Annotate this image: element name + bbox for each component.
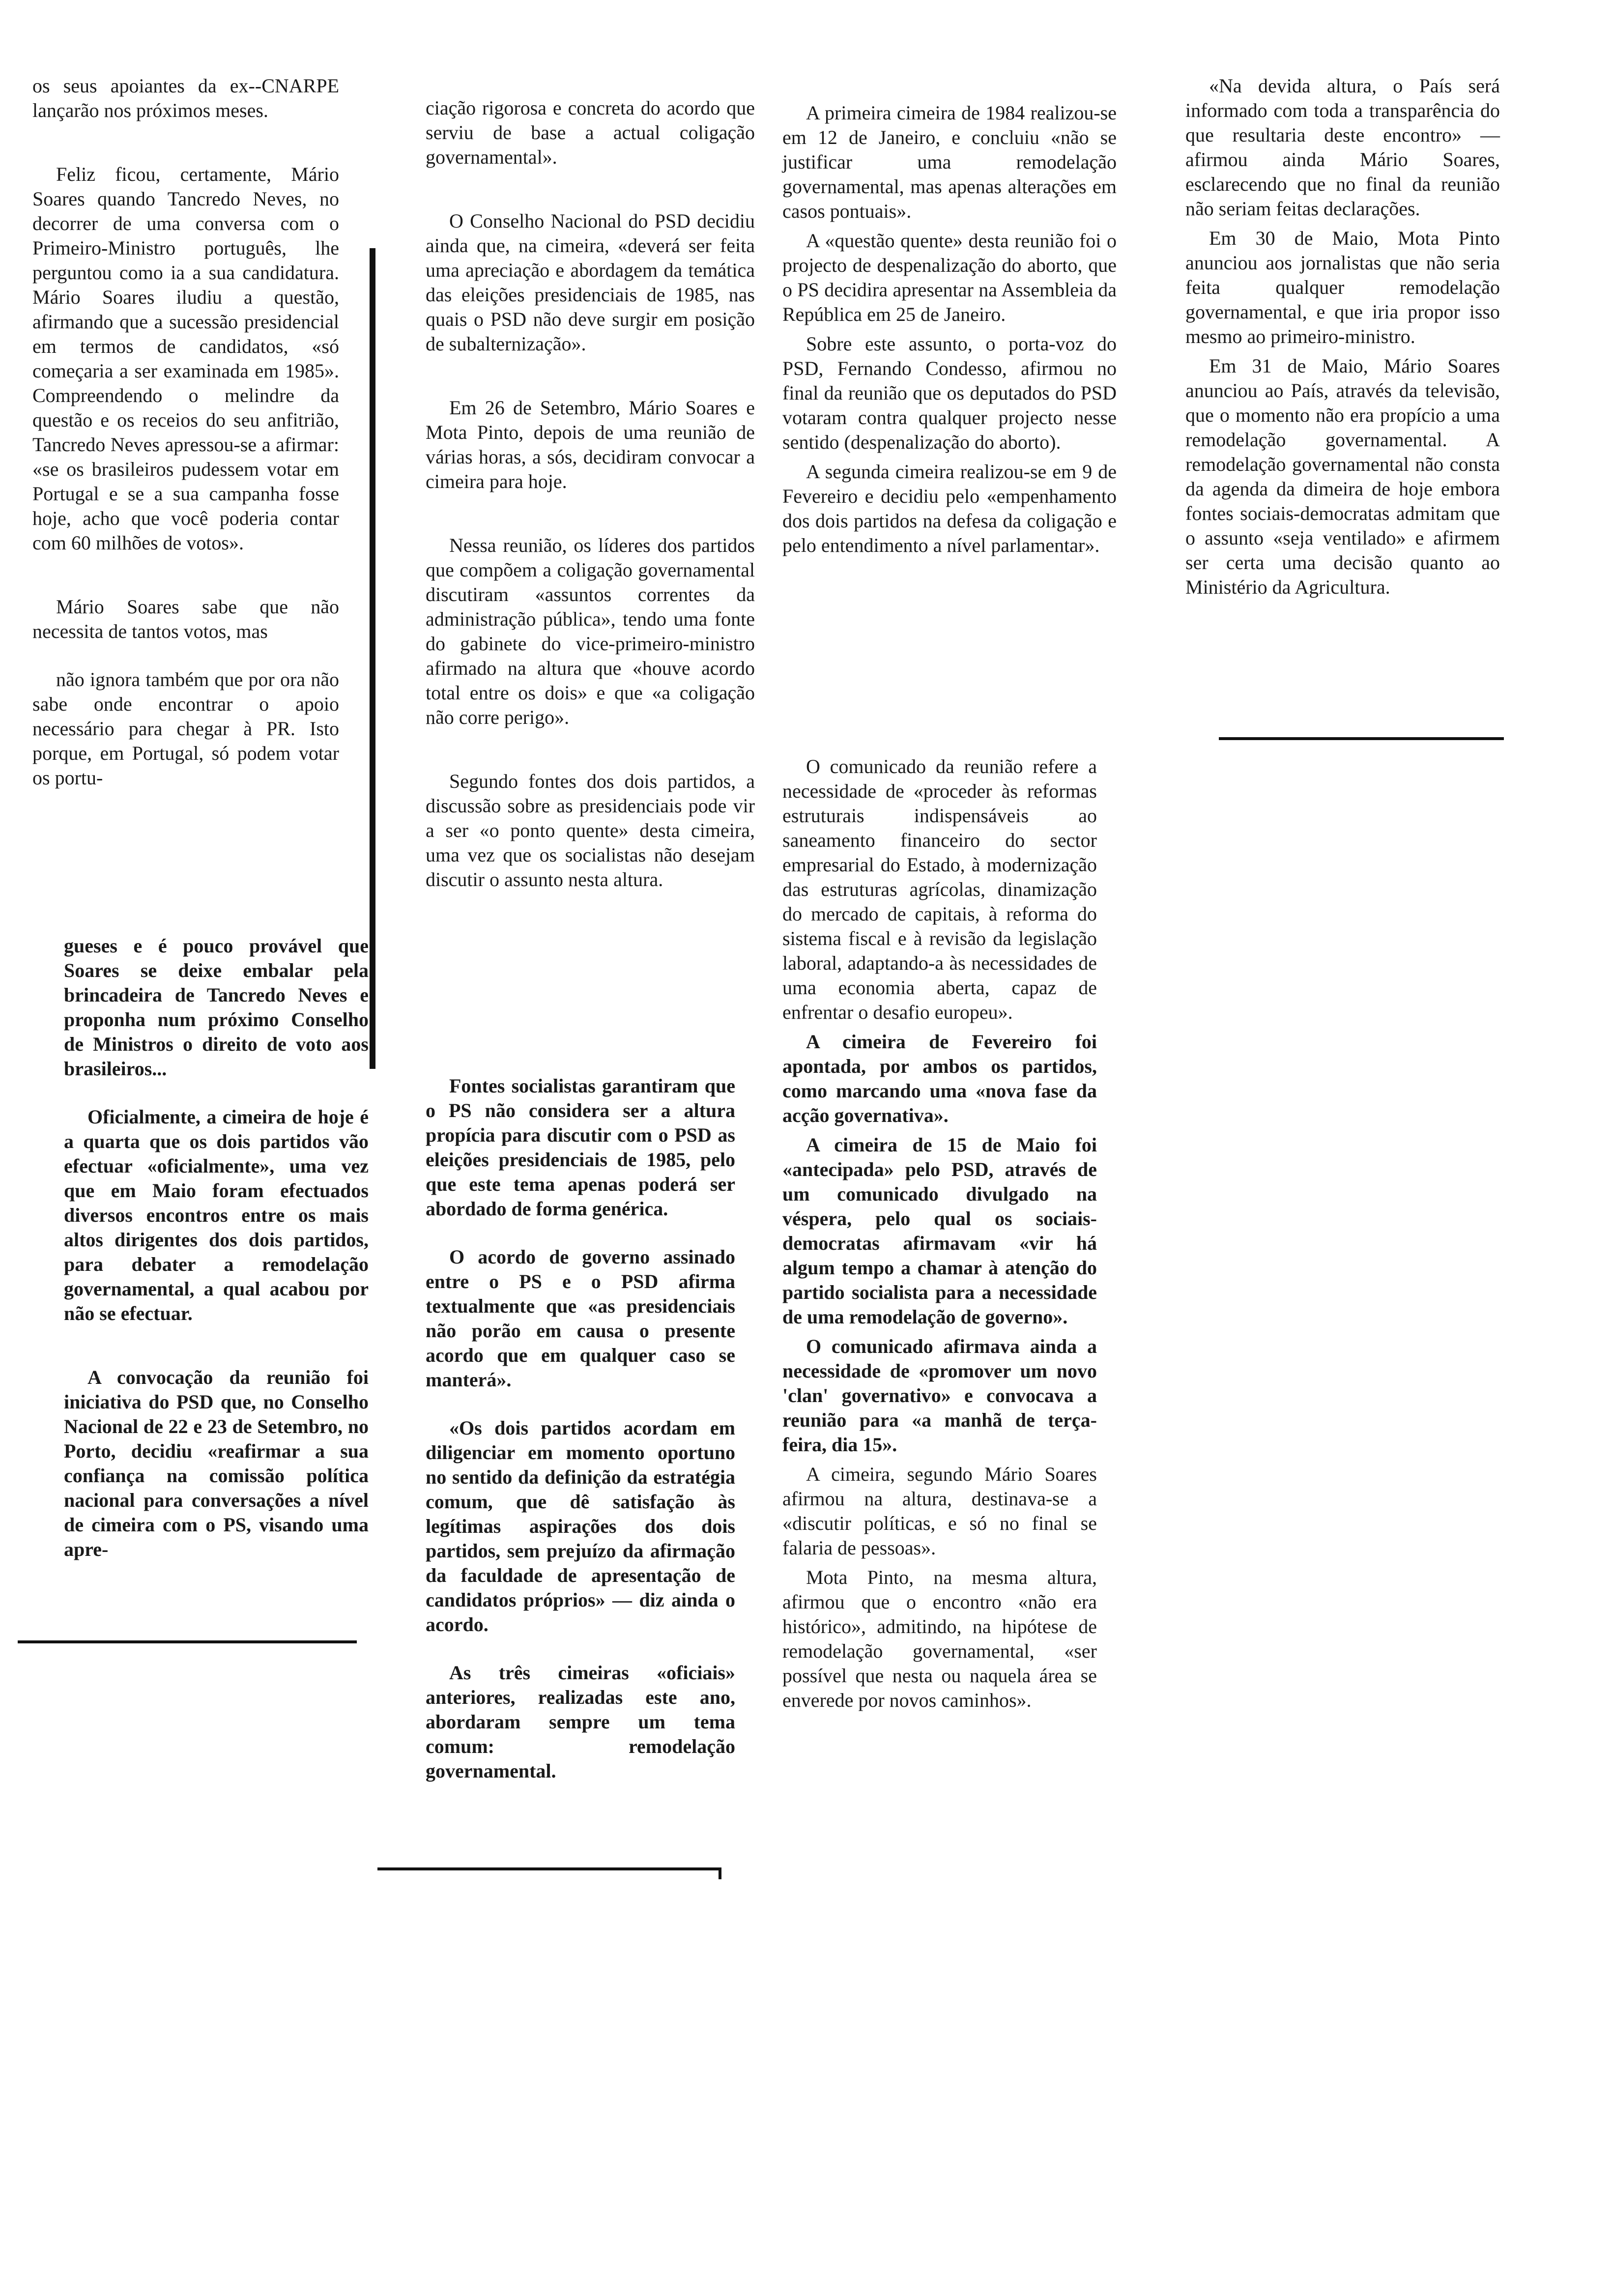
paragraph: Em 26 de Setembro, Mário Soares e Mota Pinto, depois de uma reunião de várias horas, a sós, decidiram convocar a cimeira para hoje. [426, 397, 755, 492]
paragraph: Segundo fontes dos dois partidos, a discussão sobre as presidenciais pode vir a ser «o ponto quente» desta cimeira, uma vez que os socialistas não desejam discutir o assunto nesta altura. [426, 770, 755, 890]
paragraph: Mota Pinto, na mesma altura, afirmou que o encontro «não era histórico», admitindo, na hipótese de remodelação governamental, «ser possível que nesta ou naquela área se enverede por novos caminhos». [782, 1566, 1097, 1711]
column-1-continued [64, 934, 369, 1562]
rule-tick [719, 1867, 721, 1879]
paragraph: O Conselho Nacional do PSD decidiu ainda que, na cimeira, «deverá ser feita uma apreciação e abordagem da temática das eleições presidenciais de 1985, nas quais o PSD não deve surgir em posição de subalternização». [426, 210, 755, 355]
paragraph: A convocação da reunião foi iniciativa do PSD que, no Conselho Nacional de 22 e 23 de Setembro, no Porto, decidiu «reafirmar a sua confiança na comissão política nacional para conversações a nível de cimeira com o PS, visando uma apre- [64, 1366, 369, 1560]
paragraph: A cimeira de 15 de Maio foi «antecipada» pelo PSD, através de um comunicado divulgado na véspera, pelo qual os sociais-democratas afirmavam «vir há algum tempo a chamar à atenção do partido socialista para a necessidade de uma remodelação de governo». [782, 1134, 1097, 1328]
paragraph: O acordo de governo assinado entre o PS e o PSD afirma textualmente que «as presidenciais não porão em causa o presente acordo que em qualquer caso se manterá». [426, 1246, 735, 1391]
column-2-continued [426, 1074, 735, 1783]
paragraph: A cimeira, segundo Mário Soares afirmou na altura, destinava-se a «discutir políticas, e só no final se falaria de pessoas». [782, 1463, 1097, 1559]
paragraph: Mário Soares sabe que não necessita de tantos votos, mas [32, 596, 339, 642]
column-1 [32, 74, 339, 790]
column-rule-vertical [370, 248, 375, 1069]
paragraph: os seus apoiantes da ex--CNARPE lançarão nos próximos meses. [32, 75, 339, 121]
paragraph: Em 31 de Maio, Mário Soares anunciou ao País, através da televisão, que o momento não era propício a uma remodelação governamental. A remodelação governamental não consta da agenda da dimeira de hoje embora fontes sociais-democratas admitam que o assunto «seja ventilado» e afirmem ser certa uma decisão quanto ao Ministério da Agricultura. [1185, 355, 1500, 598]
paragraph: As três cimeiras «oficiais» anteriores, realizadas este ano, abordaram sempre um tema comum: remodelação governamental. [426, 1662, 735, 1782]
column-3 [782, 101, 1117, 558]
column-3-continued [782, 754, 1097, 1713]
paragraph: gueses e é pouco provável que Soares se deixe embalar pela brincadeira de Tancredo Neves e proponha num próximo Conselho de Ministros o direito de voto aos brasileiros... [64, 935, 369, 1080]
column-end-rule [18, 1640, 357, 1643]
paragraph: não ignora também que por ora não sabe onde encontrar o apoio necessário para chegar à PR. Isto porque, em Portugal, só podem votar os portu- [32, 668, 339, 789]
paragraph: Feliz ficou, certamente, Mário Soares quando Tancredo Neves, no decorrer de uma conversa com o Primeiro-Ministro português, lhe perguntou como ia a sua candidatura. Mário Soares iludiu a questão, afirmando que a sucessão presidencial em termos de candidatos, «só começaria a ser examinada em 1985». Compreendendo o melindre da questão e os receios do seu anfitrião, Tancredo Neves apressou-se a afirmar: «se os brasileiros pudessem votar em Portugal e se a sua campanha fosse hoje, acho que você poderia contar com 60 milhões de votos». [32, 163, 339, 554]
paragraph: «Na devida altura, o País será informado com toda a transparência do que resultaria deste encontro» — afirmou ainda Mário Soares, esclarecendo que no final da reunião não seriam feitas declarações. [1185, 75, 1500, 220]
column-2 [426, 96, 755, 892]
paragraph: ciação rigorosa e concreta do acordo que serviu de base a actual coligação governamental». [426, 97, 755, 168]
paragraph: Em 30 de Maio, Mota Pinto anunciou aos jornalistas que não seria feita qualquer remodelação governamental, e que iria propor isso mesmo ao primeiro-ministro. [1185, 227, 1500, 347]
paragraph: A segunda cimeira realizou-se em 9 de Fevereiro e decidiu pelo «empenhamento dos dois partidos na defesa da coligação e pelo entendimento a nível parlamentar». [782, 460, 1117, 556]
paragraph: «Os dois partidos acordam em diligenciar em momento oportuno no sentido da definição da estratégia comum, que dê satisfação às legítimas aspirações dos dois partidos, sem prejuízo da afirmação da faculdade de apresentação de candidatos próprios» — diz ainda o acordo. [426, 1417, 735, 1636]
paragraph: A cimeira de Fevereiro foi apontada, por ambos os partidos, como marcando uma «nova fase da acção governativa». [782, 1031, 1097, 1126]
paragraph: O comunicado afirmava ainda a necessidade de «promover um novo 'clan' governativo» e convocava a reunião para «a manhã de terça-feira, dia 15». [782, 1335, 1097, 1456]
paragraph: A «questão quente» desta reunião foi o projecto de despenalização do aborto, que o PS decidira apresentar na Assembleia da República em 25 de Janeiro. [782, 230, 1117, 325]
paragraph: Fontes socialistas garantiram que o PS não considera ser a altura propícia para discutir com o PSD as eleições presidenciais de 1985, pelo que este tema apenas poderá ser abordado de forma genérica. [426, 1075, 735, 1220]
column-end-rule [1219, 737, 1504, 740]
column-end-rule [377, 1867, 721, 1870]
paragraph: Nessa reunião, os líderes dos partidos que compõem a coligação governamental discutiram «assuntos correntes da administração pública», tendo uma fonte do gabinete do vice-primeiro-ministro afirmado na altura que «houve acordo total entre os dois» e que «a coligação não corre perigo». [426, 534, 755, 728]
paragraph: Oficialmente, a cimeira de hoje é a quarta que os dois partidos vão efectuar «oficialmente», uma vez que em Maio foram efectuados diversos encontros entre os mais altos dirigentes dos dois partidos, para debater a remodelação governamental, a qual acabou por não se efectuar. [64, 1106, 369, 1324]
column-4 [1185, 74, 1500, 600]
paragraph: O comunicado da reunião refere a necessidade de «proceder às reformas estruturais indispensáveis ao saneamento financeiro do sector empresarial do Estado, à modernização das estruturas agrícolas, dinamização do mercado de capitais, à reforma do sistema fiscal e à revisão da legislação laboral, adaptando-a às necessidades de uma economia aberta, capaz de enfrentar o desafio europeu». [782, 755, 1097, 1023]
paragraph: A primeira cimeira de 1984 realizou-se em 12 de Janeiro, e concluiu «não se justificar uma remodelação governamental, mas apenas alterações em casos pontuais». [782, 102, 1117, 222]
paragraph: Sobre este assunto, o porta-voz do PSD, Fernando Condesso, afirmou no final da reunião que os deputados do PSD votaram contra qualquer projecto nesse sentido (despenalização do aborto). [782, 333, 1117, 453]
